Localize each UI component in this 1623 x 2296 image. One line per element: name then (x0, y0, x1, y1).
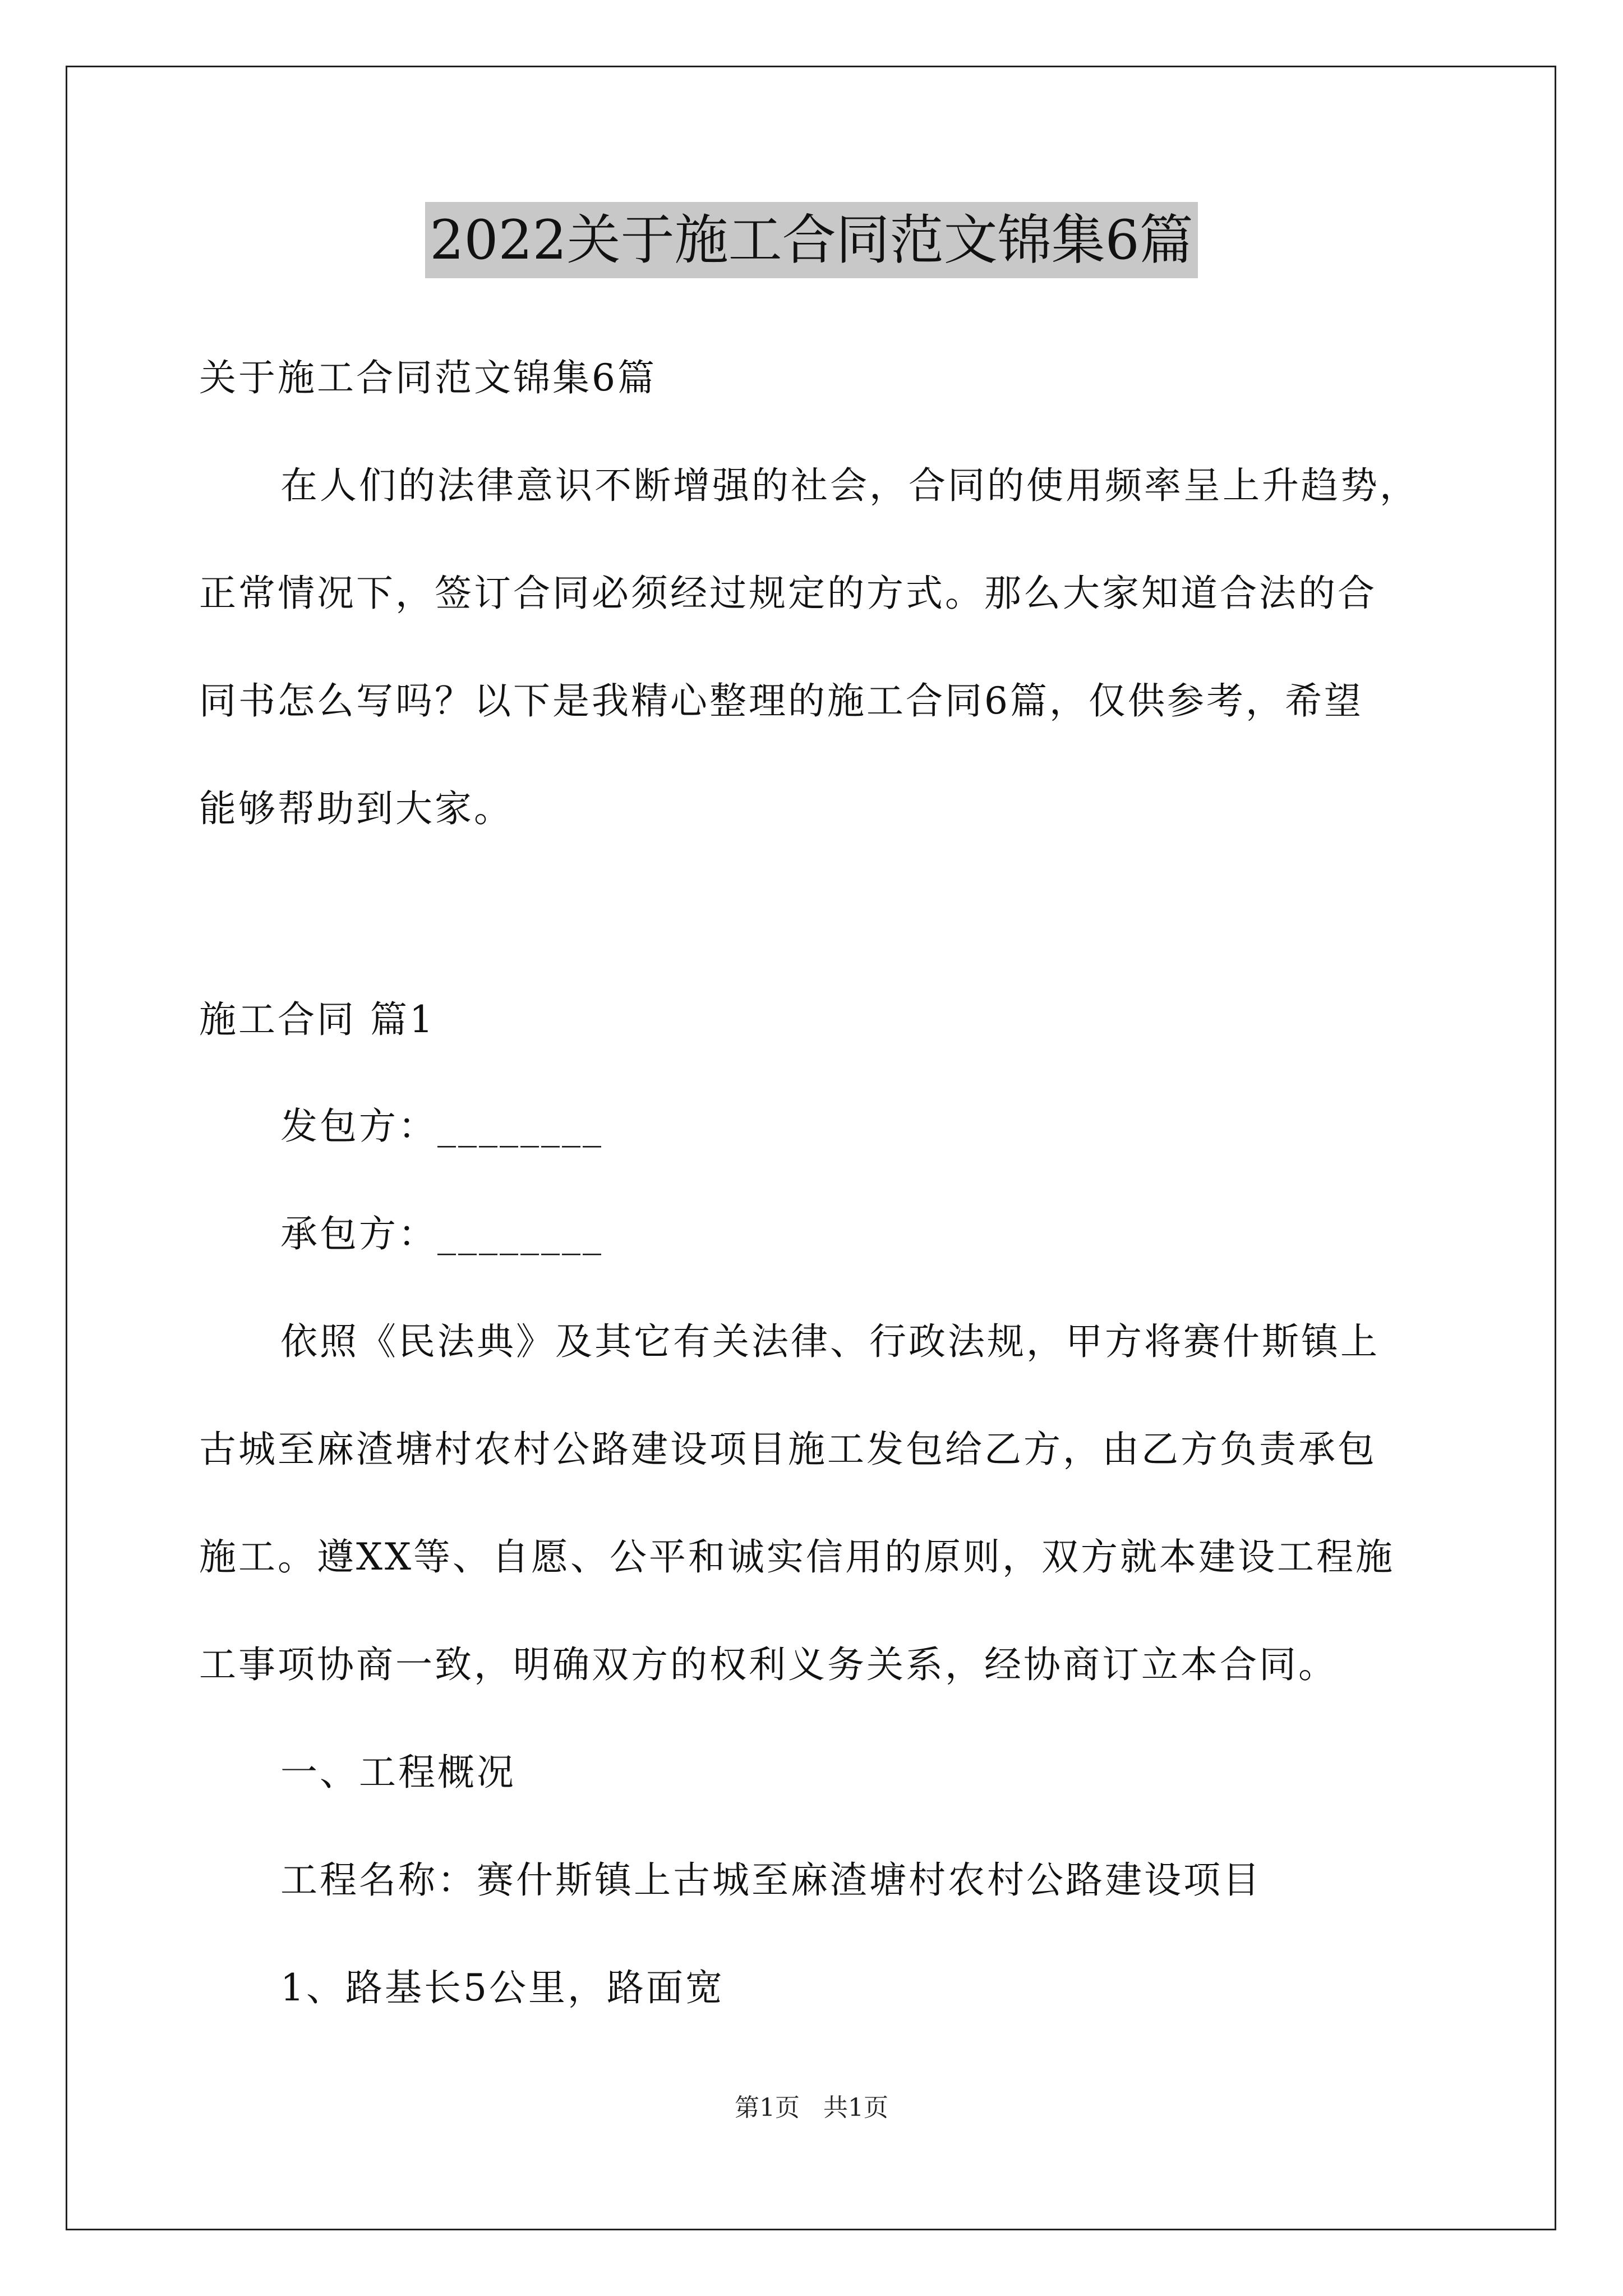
title-block (0, 202, 1623, 278)
project-name-line: 工程名称：赛什斯镇上古城至麻渣塘村农村公路建设项目 (280, 1858, 1262, 1902)
section-heading: 施工合同 篇1 (199, 998, 435, 1041)
para1-line-3: 施工。遵XX等、自愿、公平和诚实信用的原则，双方就本建设工程施 (199, 1535, 1395, 1579)
para1-line-1: 依照《民法典》及其它有关法律、行政法规，甲方将赛什斯镇上 (280, 1320, 1380, 1363)
item-heading: 一、工程概况 (280, 1751, 516, 1794)
document-title: 2022关于施工合同范文锦集6篇 (425, 202, 1197, 278)
para1-line-2: 古城至麻渣塘村农村公路建设项目施工发包给乙方，由乙方负责承包 (199, 1428, 1377, 1471)
footer-page-number: 第1页 (735, 2093, 800, 2122)
intro-line-2: 正常情况下，签订合同必须经过规定的方式。那么大家知道合法的合 (199, 572, 1377, 615)
intro-line-4: 能够帮助到大家。 (199, 787, 513, 830)
para1-line-4: 工事项协商一致，明确双方的权利义务关系，经协商订立本合同。 (199, 1643, 1338, 1686)
item1-line: 1、路基长5公里，路面宽 (280, 1966, 725, 2009)
party-a-line: 发包方：________ (280, 1105, 603, 1148)
document-subtitle: 关于施工合同范文锦集6篇 (199, 356, 657, 399)
party-b-line: 承包方：________ (280, 1212, 603, 1255)
intro-line-3: 同书怎么写吗？以下是我精心整理的施工合同6篇，仅供参考，希望 (199, 679, 1363, 723)
page-footer (0, 2091, 1623, 2125)
footer-total-pages: 共1页 (823, 2093, 888, 2122)
intro-line-1: 在人们的法律意识不断增强的社会，合同的使用频率呈上升趋势， (280, 464, 1419, 507)
